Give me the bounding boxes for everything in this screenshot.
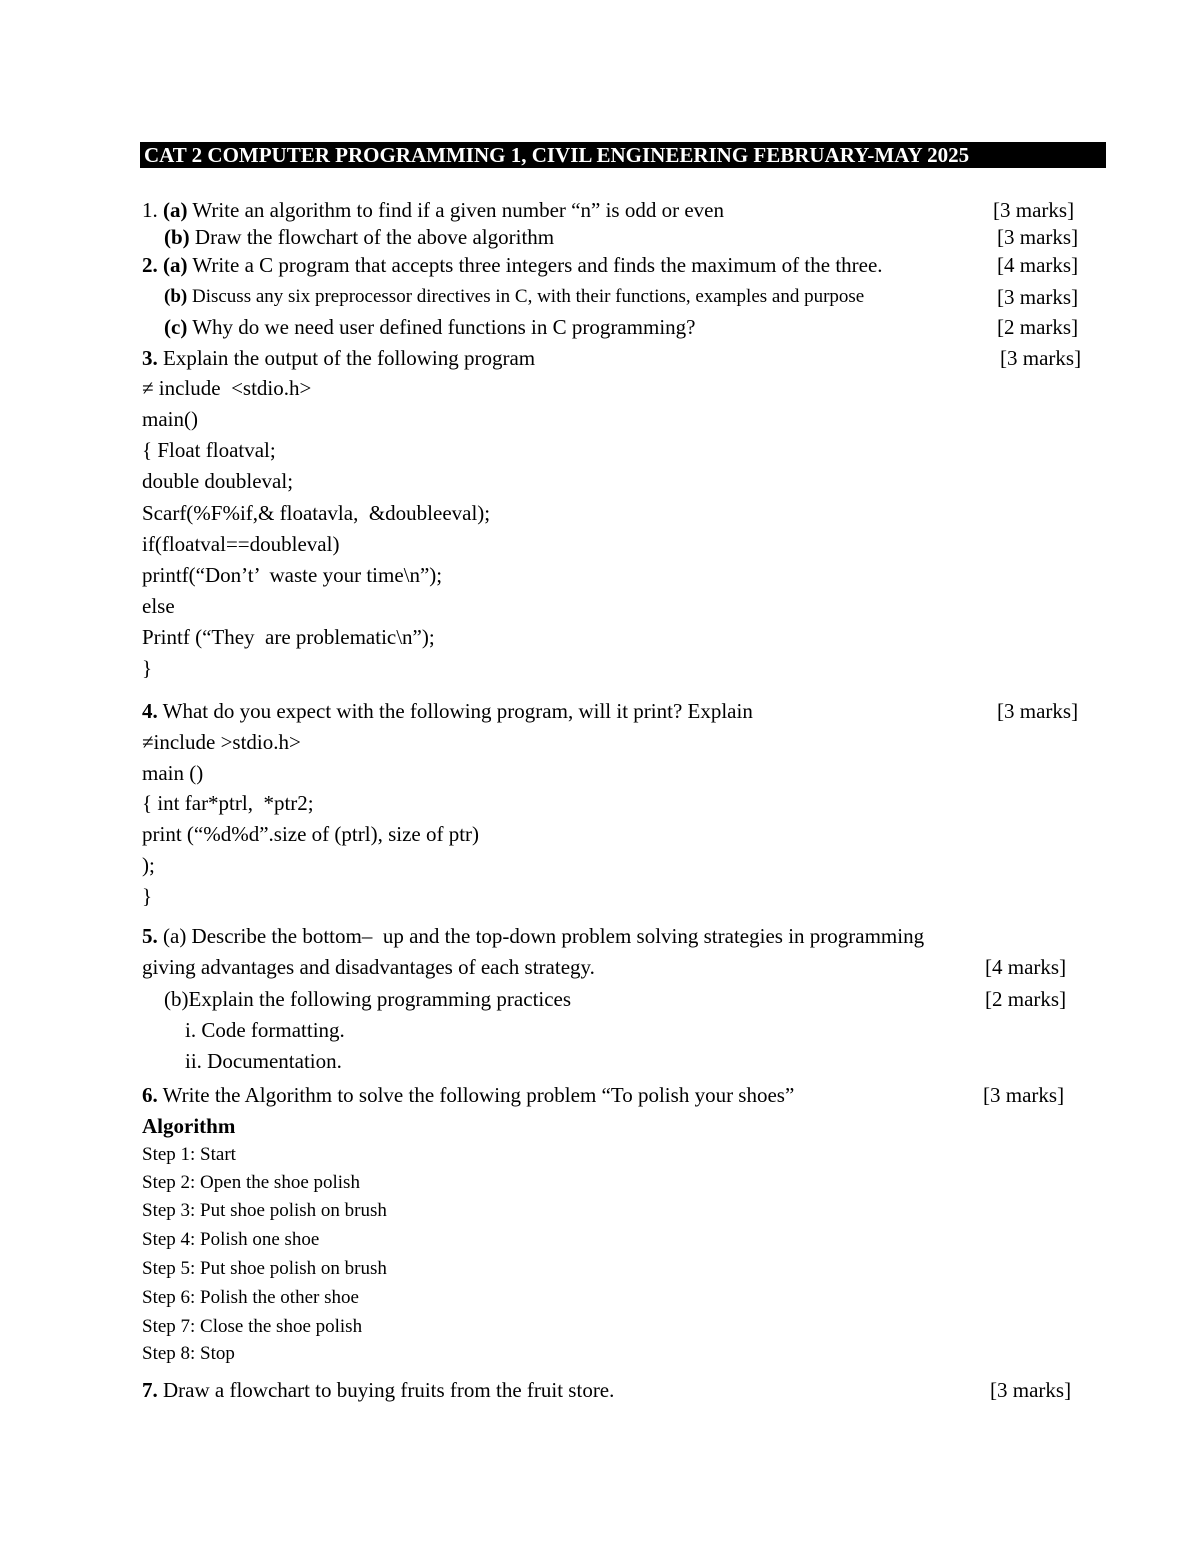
algorithm-step: Step 6: Polish the other shoe	[142, 1287, 359, 1308]
algorithm-step: Step 1: Start	[142, 1144, 236, 1165]
q5-number: 5.	[142, 924, 158, 948]
q2b-part: (b)	[164, 286, 188, 307]
q7-text: Draw a flowchart to buying fruits from the fruit store.	[163, 1378, 615, 1402]
algorithm-step: Step 8: Stop	[142, 1343, 235, 1364]
q4-line	[142, 699, 753, 723]
q3-code-line: Scarf(%F%if,& floatavla, &doubleeval);	[142, 501, 491, 525]
q2c-part: (c)	[164, 315, 188, 339]
q7-number: 7.	[142, 1378, 158, 1402]
q2c-line	[164, 315, 695, 339]
q2c-marks: [2 marks]	[997, 315, 1079, 339]
q2a-part: (a)	[163, 253, 188, 277]
q1a-line	[142, 198, 724, 222]
q4-marks: [3 marks]	[997, 699, 1079, 723]
q3-number: 3.	[142, 346, 158, 370]
algorithm-step: Step 7: Close the shoe polish	[142, 1316, 363, 1337]
q1b-marks: [3 marks]	[997, 225, 1079, 249]
q3-code-line: Printf (“They are problematic\n”);	[142, 625, 435, 649]
q4-number: 4.	[142, 699, 158, 723]
q3-code-line: if(floatval==doubleval)	[142, 532, 340, 556]
q3-code-line: double doubleval;	[142, 469, 294, 493]
page-title: CAT 2 COMPUTER PROGRAMMING 1, CIVIL ENGINEERING FEBRUARY-MAY 2025	[140, 142, 1106, 168]
q3-text: Explain the output of the following program	[163, 346, 536, 370]
q5b-item: ii. Documentation.	[185, 1049, 342, 1073]
q5a-marks: [4 marks]	[985, 955, 1067, 979]
q1b-line	[164, 225, 554, 249]
q3-line	[142, 346, 535, 370]
q4-text: What do you expect with the following program, will it print? Explain	[162, 699, 753, 723]
q3-code-line: { Float floatval;	[142, 438, 276, 462]
q5a-text: (a) Describe the bottom– up and the top-down problem solving strategies in programming	[163, 924, 925, 948]
q2b-marks: [3 marks]	[997, 285, 1079, 309]
q1b-part: (b)	[164, 225, 190, 249]
q6-text: Write the Algorithm to solve the following problem “To polish your shoes”	[162, 1083, 795, 1107]
algorithm-heading: Algorithm	[142, 1114, 236, 1138]
q3-code-line: ≠ include <stdio.h>	[142, 376, 312, 400]
q5a-text-continued: giving advantages and disadvantages of each strategy.	[142, 955, 595, 979]
q5a-line	[142, 924, 924, 948]
q5b-marks: [2 marks]	[985, 987, 1067, 1011]
q1a-part: (a)	[163, 198, 188, 222]
q4-code-line: );	[142, 853, 155, 877]
algorithm-step: Step 3: Put shoe polish on brush	[142, 1200, 387, 1221]
q2a-marks: [4 marks]	[997, 253, 1079, 277]
q2a-text: Write a C program that accepts three integers and finds the maximum of the three.	[192, 253, 883, 277]
q6-number: 6.	[142, 1083, 158, 1107]
q2c-text: Why do we need user defined functions in C programming?	[192, 315, 696, 339]
q1a-marks: [3 marks]	[993, 198, 1075, 222]
q2-number: 2.	[142, 253, 158, 277]
q6-line	[142, 1083, 794, 1107]
q5b-text: (b)Explain the following programming practices	[164, 987, 572, 1011]
q7-marks: [3 marks]	[990, 1378, 1072, 1402]
q4-code-line: print (“%d%d”.size of (ptrl), size of ptr)	[142, 822, 480, 846]
q7-line	[142, 1378, 614, 1402]
q3-code-line: }	[142, 656, 153, 680]
q4-code-line: { int far*ptrl, *ptr2;	[142, 791, 314, 815]
q2b-text: Discuss any six preprocessor directives in C, with their functions, examples and purpose	[191, 286, 865, 307]
q2a-line	[142, 253, 883, 277]
q1a-text: Write an algorithm to find if a given number “n” is odd or even	[192, 198, 724, 222]
q2b-line	[164, 285, 864, 309]
q1b-text: Draw the flowchart of the above algorithm	[194, 225, 555, 249]
algorithm-step: Step 5: Put shoe polish on brush	[142, 1258, 387, 1279]
algorithm-step: Step 4: Polish one shoe	[142, 1229, 320, 1250]
q3-marks: [3 marks]	[1000, 346, 1082, 370]
q4-code-line: ≠include >stdio.h>	[142, 730, 301, 754]
q5b-item: i. Code formatting.	[185, 1018, 345, 1042]
q4-code-line: main ()	[142, 761, 204, 785]
q3-code-line: printf(“Don’t’ waste your time\n”);	[142, 563, 443, 587]
q4-code-line: }	[142, 884, 153, 908]
algorithm-step: Step 2: Open the shoe polish	[142, 1172, 360, 1193]
q1-number: 1.	[142, 198, 158, 222]
q3-code-line: else	[142, 594, 175, 618]
q3-code-line: main()	[142, 407, 198, 431]
q6-marks: [3 marks]	[983, 1083, 1065, 1107]
